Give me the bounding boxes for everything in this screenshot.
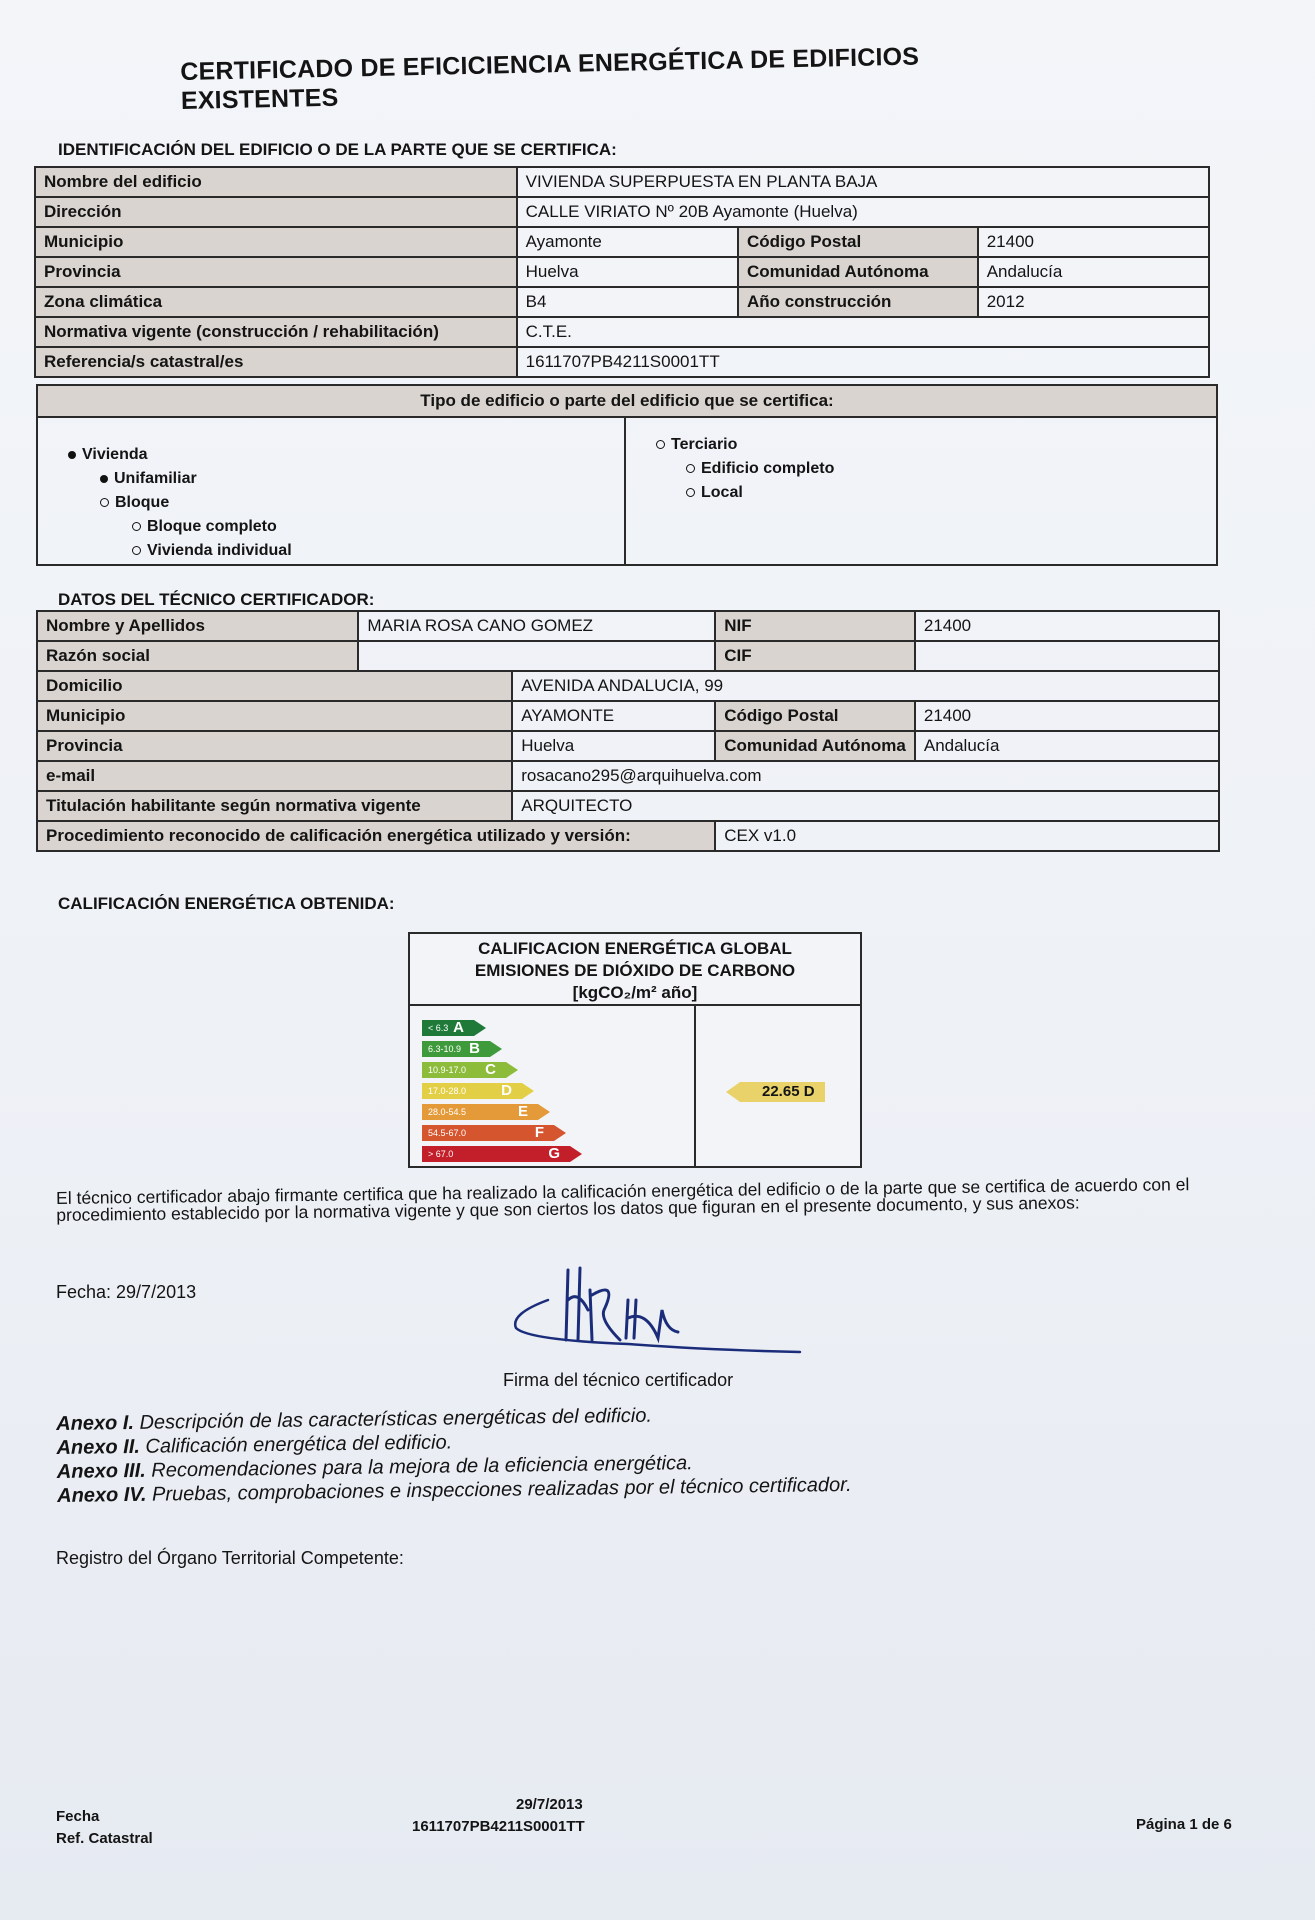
domicilio-label: Domicilio bbox=[37, 671, 512, 701]
energy-scale-bar-d bbox=[422, 1083, 522, 1099]
energy-scale-arrow bbox=[570, 1146, 582, 1162]
tecnico-nombre-label: Nombre y Apellidos bbox=[37, 611, 358, 641]
energy-scale-arrow bbox=[490, 1041, 502, 1057]
radio-empty-icon bbox=[686, 464, 695, 473]
energy-scale-letter: C bbox=[485, 1061, 496, 1078]
anexo-label: Anexo III. bbox=[56, 1459, 146, 1483]
calificacion-header: CALIFICACIÓN ENERGÉTICA OBTENIDA: bbox=[58, 894, 395, 913]
municipio-value: Ayamonte bbox=[517, 227, 738, 257]
energy-scale-bar-f bbox=[422, 1125, 554, 1141]
identificacion-header: IDENTIFICACIÓN DEL EDIFICIO O DE LA PARTE QUE SE CERTIFICA: bbox=[58, 140, 617, 159]
option-bloque[interactable] bbox=[100, 494, 169, 512]
comunidad-label: Comunidad Autónoma bbox=[738, 257, 978, 287]
option-vivienda-label: Vivienda bbox=[82, 446, 148, 463]
energy-scale-letter: B bbox=[469, 1040, 480, 1057]
nif-label: NIF bbox=[715, 611, 915, 641]
signature-image bbox=[508, 1240, 808, 1360]
razon-social-label: Razón social bbox=[37, 641, 358, 671]
energy-scale-letter: F bbox=[534, 1124, 544, 1141]
energy-scale-range: 10.9-17.0 bbox=[428, 1065, 467, 1075]
tecnico-table bbox=[36, 610, 1220, 852]
referencia-catastral-label: Referencia/s catastral/es bbox=[35, 347, 517, 377]
calificacion-line3: [kgCO₂/m² año] bbox=[572, 983, 698, 1002]
calificacion-box bbox=[408, 932, 862, 1168]
energy-scale-arrow bbox=[506, 1062, 518, 1078]
direccion-value: CALLE VIRIATO Nº 20B Ayamonte (Huelva) bbox=[517, 197, 1209, 227]
registro-label: Registro del Órgano Territorial Competente: bbox=[56, 1548, 404, 1568]
footer-ref-label: Ref. Catastral bbox=[56, 1830, 153, 1847]
anexo-text: Descripción de las características energéticas del edificio. bbox=[139, 1404, 653, 1434]
energy-scale-bar-e bbox=[422, 1104, 538, 1120]
option-edificio-completo[interactable] bbox=[686, 460, 834, 478]
nombre-edificio-value: VIVIENDA SUPERPUESTA EN PLANTA BAJA bbox=[517, 167, 1209, 197]
energy-scale-bar-c bbox=[422, 1062, 506, 1078]
tecnico-header: DATOS DEL TÉCNICO CERTIFICADOR: bbox=[58, 590, 375, 609]
tecnico-provincia-label: Provincia bbox=[37, 731, 512, 761]
document-title: CERTIFICADO DE EFICICIENCIA ENERGÉTICA DE EDIFICIOS EXISTENTES bbox=[180, 42, 920, 115]
procedimiento-value: CEX v1.0 bbox=[715, 821, 1219, 851]
direccion-label: Dirección bbox=[35, 197, 517, 227]
energy-scale-bar-a bbox=[422, 1020, 474, 1036]
titulacion-label: Titulación habilitante según normativa vigente bbox=[37, 791, 512, 821]
radio-empty-icon bbox=[686, 488, 695, 497]
tipo-edificio-header: Tipo de edificio o parte del edificio que se certifica: bbox=[38, 386, 1216, 418]
energy-scale-range: 54.5-67.0 bbox=[428, 1128, 467, 1138]
normativa-value: C.T.E. bbox=[517, 317, 1209, 347]
tecnico-comunidad-value: Andalucía bbox=[915, 731, 1219, 761]
calificacion-box-header bbox=[410, 934, 860, 1006]
cif-value bbox=[915, 641, 1219, 671]
titulacion-value: ARQUITECTO bbox=[512, 791, 1219, 821]
codigo-postal-label: Código Postal bbox=[738, 227, 978, 257]
energy-scale-letter: A bbox=[453, 1019, 464, 1036]
option-vivienda-individual-label: Vivienda individual bbox=[147, 542, 292, 559]
tecnico-provincia-value: Huelva bbox=[512, 731, 715, 761]
option-terciario-label: Terciario bbox=[671, 436, 738, 453]
footer-fecha-value: 29/7/2013 bbox=[516, 1796, 583, 1813]
certifica-text: El técnico certificador abajo firmante certifica que ha realizado la calificación energética del edificio o de la parte que se certifica de acuerdo con el procedimiento establecido por la normativa vigente y que son ciertos los datos que figuran en el presente documento, y sus anexos: bbox=[55, 1174, 1190, 1225]
option-bloque-completo[interactable] bbox=[132, 518, 277, 536]
footer-ref-value: 1611707PB4211S0001TT bbox=[412, 1818, 585, 1835]
option-unifamiliar-label: Unifamiliar bbox=[114, 470, 197, 487]
anexo-text: Pruebas, comprobaciones e inspecciones realizadas por el técnico certificador. bbox=[151, 1473, 852, 1506]
tecnico-nombre-value: MARIA ROSA CANO GOMEZ bbox=[358, 611, 715, 641]
energy-scale-letter: E bbox=[517, 1103, 528, 1120]
radio-empty-icon bbox=[132, 546, 141, 555]
anexo-label: Anexo II. bbox=[56, 1435, 141, 1459]
radio-selected-icon bbox=[68, 451, 76, 459]
cif-label: CIF bbox=[715, 641, 915, 671]
radio-empty-icon bbox=[656, 440, 665, 449]
fecha-firma: Fecha: 29/7/2013 bbox=[56, 1282, 197, 1302]
option-vivienda[interactable] bbox=[68, 446, 148, 464]
email-value: rosacano295@arquihuelva.com bbox=[512, 761, 1219, 791]
energy-scale-range: 17.0-28.0 bbox=[428, 1086, 467, 1096]
energy-scale-bar-b bbox=[422, 1041, 490, 1057]
option-bloque-completo-label: Bloque completo bbox=[147, 518, 277, 535]
option-bloque-label: Bloque bbox=[115, 494, 170, 511]
anexo-text: Recomendaciones para la mejora de la eficiencia energética. bbox=[151, 1452, 693, 1482]
anio-construccion-label: Año construcción bbox=[738, 287, 978, 317]
option-vivienda-individual[interactable] bbox=[132, 542, 292, 560]
energy-scale-range: 28.0-54.5 bbox=[428, 1107, 467, 1117]
provincia-label: Provincia bbox=[35, 257, 517, 287]
energy-scale-arrow bbox=[522, 1083, 534, 1099]
calificacion-line1: CALIFICACION ENERGÉTICA GLOBAL bbox=[478, 939, 792, 958]
footer-pagina: Página 1 de 6 bbox=[1136, 1816, 1232, 1833]
nif-value: 21400 bbox=[915, 611, 1219, 641]
firma-label: Firma del técnico certificador bbox=[503, 1370, 734, 1390]
tecnico-cp-value: 21400 bbox=[915, 701, 1219, 731]
normativa-label: Normativa vigente (construcción / rehabilitación) bbox=[35, 317, 517, 347]
tecnico-municipio-label: Municipio bbox=[37, 701, 512, 731]
energy-rating-result: 22.65 D bbox=[740, 1082, 825, 1102]
referencia-catastral-value: 1611707PB4211S0001TT bbox=[517, 347, 1209, 377]
energy-scale-range: < 6.3 bbox=[428, 1023, 449, 1033]
energy-scale-arrow bbox=[554, 1125, 566, 1141]
codigo-postal-value: 21400 bbox=[978, 227, 1209, 257]
energy-scale-arrow bbox=[538, 1104, 550, 1120]
tecnico-comunidad-label: Comunidad Autónoma bbox=[715, 731, 915, 761]
energy-scale-letter: G bbox=[548, 1145, 560, 1162]
energy-scale-range: > 67.0 bbox=[428, 1149, 454, 1159]
domicilio-value: AVENIDA ANDALUCIA, 99 bbox=[512, 671, 1219, 701]
energy-scale-range: 6.3-10.9 bbox=[428, 1044, 462, 1054]
provincia-value: Huelva bbox=[517, 257, 738, 287]
razon-social-value bbox=[358, 641, 715, 671]
anio-construccion-value: 2012 bbox=[978, 287, 1209, 317]
footer-fecha-label: Fecha bbox=[56, 1808, 100, 1825]
anexo-text: Calificación energética del edificio. bbox=[145, 1431, 453, 1458]
municipio-label: Municipio bbox=[35, 227, 517, 257]
tecnico-municipio-value: AYAMONTE bbox=[512, 701, 715, 731]
energy-scale-arrow bbox=[474, 1020, 486, 1036]
option-edificio-completo-label: Edificio completo bbox=[701, 460, 835, 477]
tecnico-cp-label: Código Postal bbox=[715, 701, 915, 731]
anexo-label: Anexo IV. bbox=[57, 1483, 147, 1507]
anexo-label: Anexo I. bbox=[56, 1411, 135, 1435]
calificacion-line2: EMISIONES DE DIÓXIDO DE CARBONO bbox=[474, 961, 796, 980]
radio-empty-icon bbox=[132, 522, 141, 531]
email-label: e-mail bbox=[37, 761, 512, 791]
nombre-edificio-label: Nombre del edificio bbox=[35, 167, 517, 197]
energy-scale-letter: D bbox=[501, 1082, 512, 1099]
radio-selected-icon bbox=[100, 475, 108, 483]
identificacion-table bbox=[34, 166, 1210, 378]
zona-climatica-value: B4 bbox=[517, 287, 738, 317]
option-local-label: Local bbox=[701, 484, 743, 501]
zona-climatica-label: Zona climática bbox=[35, 287, 517, 317]
tipo-divider bbox=[624, 418, 626, 564]
option-unifamiliar[interactable] bbox=[100, 470, 197, 488]
comunidad-value: Andalucía bbox=[978, 257, 1209, 287]
anexos-list bbox=[56, 1401, 852, 1508]
radio-empty-icon bbox=[100, 498, 109, 507]
energy-scale bbox=[410, 1006, 696, 1166]
option-terciario[interactable] bbox=[656, 436, 737, 454]
procedimiento-label: Procedimiento reconocido de calificación energética utilizado y versión: bbox=[37, 821, 715, 851]
option-local[interactable] bbox=[686, 484, 743, 502]
tipo-edificio-box bbox=[36, 384, 1218, 566]
energy-scale-bar-g bbox=[422, 1146, 570, 1162]
